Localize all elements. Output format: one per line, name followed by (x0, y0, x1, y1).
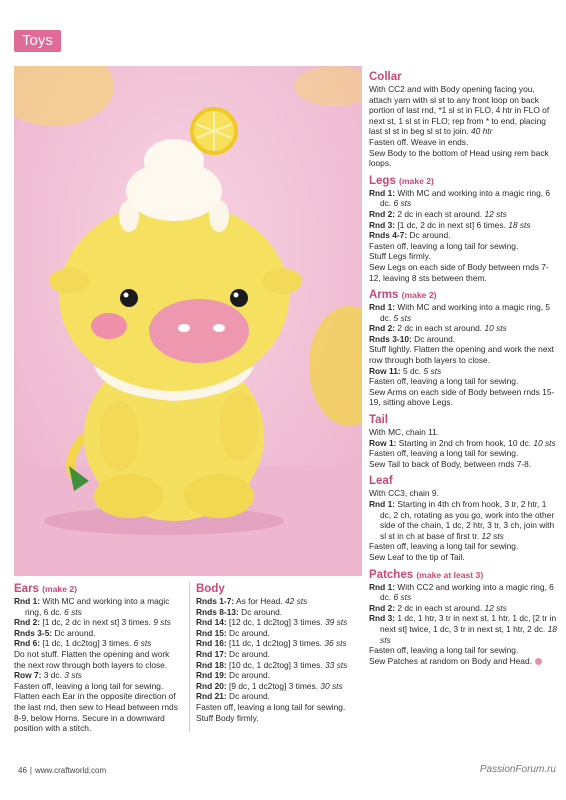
body-heading: Body (196, 583, 225, 595)
collar-instructions: With CC2 and with Body opening facing you, attach yarn with sl st to any front loop on back portion of last rnd, *1 sl st in FLO, 4 htr in FLO of next st, 1 sl st in FLO; rep from * to end, placing last sl st in beg sl st to join. 40 htr (369, 84, 550, 137)
tail-heading: Tail (369, 414, 388, 427)
right-column: Collar With CC2 and with Body opening facing you, attach yarn with sl st to any front loop on back portion of last rnd, *1 sl st in FLO, 4 htr in FLO of next st, 1 sl st in FLO; rep from * to end, placing last sl st in beg sl st to join. 40 htr Fasten off. Weave in ends. Sew Body to the bottom of Head using rem back loops. Legs (make 2) Rnd 1: With MC and working into a magic ring, 6 dc. 6 sts Rnd 2: 2 dc in each st around. 12 sts Rnd 3: [1 dc, 2 dc in next st] 6 times. 18 sts Rnds 4-7: Dc around. Fasten off, leaving a long tail for sewing. Stuff Legs firmly. Sew Legs on each side of Body between rnds 7-12, leaving 8 sts between them. Arms (make 2) Rnd 1: With MC and working into a magic ring, 5 dc. 5 sts Rnd 2: 2 dc in each st around. 10 sts Rnds 3-10: Dc around. Stuff lightly. Flatten the opening and work the next row through both layers to close. Row 11: 5 dc. 5 sts Fasten off, leaving a long tail for sewing. Sew Arms on each side of Body between rnds 15-19, sitting above Legs. Tail With MC, chain 11. Row 1: Starting in 2nd ch from hook, 10 dc. 10 sts Fasten off, leaving a long tail for sewing. Sew Tail to back of Body, between rnds 7-8. Leaf With CC3, chain 9. Rnd 1: Starting in 4th ch from hook, 3 tr, 2 htr, 1 dc, 2 ch, rotating as you go, work into the other side of the chain, 1 dc, 2 htr, 3 tr, 3 ch, join with sl st in ch at base of first tr. 12 sts Fasten off, leaving a long tail for sewing. Sew Leaf to the tip of Tail. Patches (make at least 3) Rnd 1: With CC2 and working into a magic ring, 6 dc. 6 sts Rnd 2: 2 dc in each st around. 12 sts Rnd 3: 1 dc, 1 htr, 3 tr in next st, 1 htr, 1 dc, [2 tr in next st] twice, 1 dc, 3 tr in next st, 1 htr, 2 dc. 18 sts Fasten off, leaving a long tail for sewing. Sew Patches at random on Body and Head. (369, 70, 559, 666)
end-mark-icon (535, 658, 542, 665)
ears-column: Ears (make 2) Rnd 1: With MC and working into a magic ring, 6 dc. 6 sts Rnd 2: [1 dc, 2 dc in next st] 3 times. 9 sts Rnds 3-5: Dc around. Rnd 6: [1 dc, 1 dc2tog] 3 times. 6 sts Do not stuff. Flatten the opening and work the next row through both layers to close. Row 7: 3 dc. 3 sts Fasten off, leaving a long tail for sewing. Flatten each Ear in the opposite direction of the last rnd, then sew to Head between rnds 8-9, below Horns. Secure in a downward position with a stitch. (14, 582, 180, 734)
watermark: PassionForum.ru (479, 764, 556, 775)
collar-heading: Collar (369, 71, 402, 83)
crochet-cow-illustration (14, 66, 362, 576)
ears-heading: Ears (make 2) (14, 583, 78, 595)
site-link[interactable]: www.craftworld.com (34, 766, 107, 775)
column-divider (189, 582, 190, 732)
leaf-heading: Leaf (369, 475, 393, 488)
page-footer: 46 | www.craftworld.com (18, 766, 107, 775)
toy-photo (14, 66, 362, 576)
body-column: Body Rnds 1-7: As for Head. 42 sts Rnds 8-13: Dc around. Rnd 14: [12 dc, 1 dc2tog] 3 times. 39 sts Rnd 15: Dc around. Rnd 16: [11 dc, 1 dc2tog] 3 times. 36 sts Rnd 17: Dc around. Rnd 18: [10 dc, 1 dc2tog] 3 times. 33 sts Rnd 19: Dc around. Rnd 20: [9 dc, 1 dc2tog] 3 times. 30 sts Rnd 21: Dc around. Fasten off, leaving a long tail for sewing. Stuff Body firmly. (196, 582, 361, 723)
page-number: 46 (18, 766, 27, 775)
arms-heading: Arms (make 2) (369, 289, 437, 302)
patches-heading: Patches (make at least 3) (369, 568, 484, 581)
legs-heading: Legs (make 2) (369, 174, 434, 187)
section-tag: Toys (14, 30, 61, 52)
